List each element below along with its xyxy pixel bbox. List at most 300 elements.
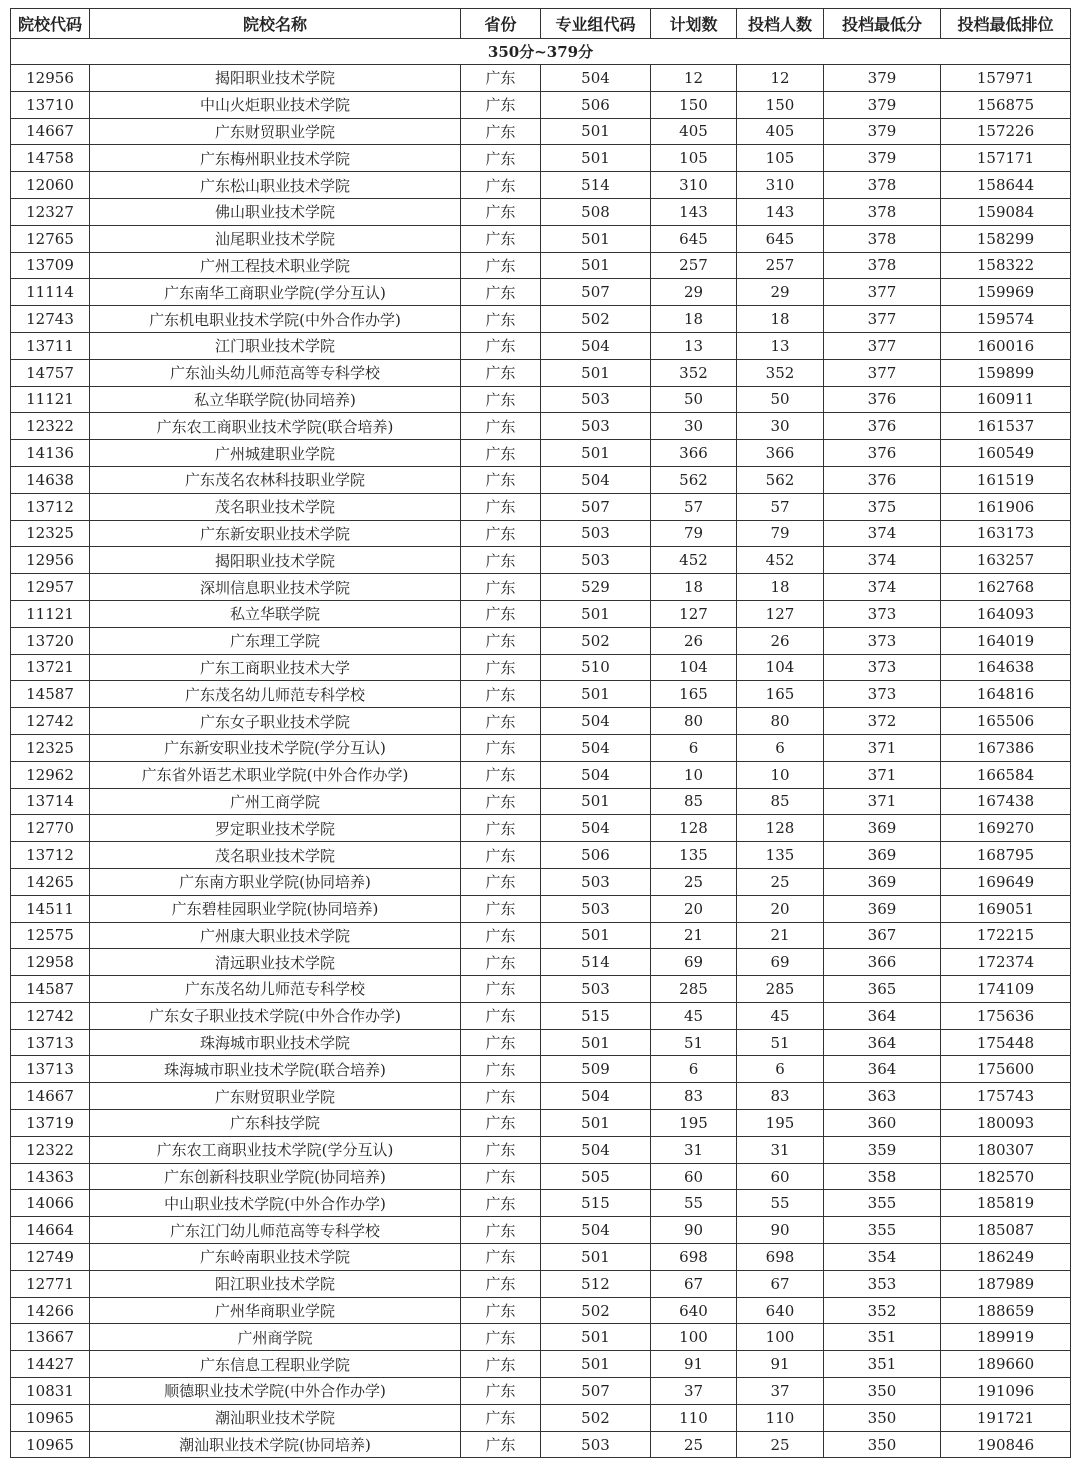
cell-min-rank: 167438: [941, 788, 1071, 815]
cell-group-code: 503: [541, 413, 651, 440]
cell-school-code: 13713: [11, 1056, 90, 1083]
cell-school-code: 14638: [11, 466, 90, 493]
cell-school-name: 广东茂名幼儿师范专科学校: [90, 681, 461, 708]
cell-plan-count: 12: [651, 65, 737, 92]
cell-plan-count: 165: [651, 681, 737, 708]
cell-admitted-count: 127: [737, 600, 824, 627]
table-row: [11, 734, 1071, 761]
cell-min-rank: 161906: [941, 493, 1071, 520]
cell-min-score: 379: [824, 91, 941, 118]
cell-school-code: 13712: [11, 842, 90, 869]
cell-plan-count: 18: [651, 574, 737, 601]
cell-school-name: 茂名职业技术学院: [90, 493, 461, 520]
cell-school-code: 14758: [11, 145, 90, 172]
cell-province: 广东: [461, 708, 541, 735]
table-row: [11, 359, 1071, 386]
cell-province: 广东: [461, 145, 541, 172]
cell-province: 广东: [461, 386, 541, 413]
cell-group-code: 501: [541, 600, 651, 627]
cell-min-score: 364: [824, 1029, 941, 1056]
cell-plan-count: 128: [651, 815, 737, 842]
cell-min-score: 363: [824, 1083, 941, 1110]
cell-plan-count: 29: [651, 279, 737, 306]
cell-province: 广东: [461, 734, 541, 761]
header-min-score: 投档最低分: [824, 9, 941, 39]
cell-group-code: 504: [541, 1083, 651, 1110]
cell-group-code: 506: [541, 842, 651, 869]
cell-group-code: 504: [541, 1217, 651, 1244]
table-row: [11, 1163, 1071, 1190]
cell-min-rank: 169051: [941, 895, 1071, 922]
cell-admitted-count: 100: [737, 1324, 824, 1351]
cell-admitted-count: 90: [737, 1217, 824, 1244]
cell-min-rank: 159084: [941, 198, 1071, 225]
cell-school-name: 广东梅州职业技术学院: [90, 145, 461, 172]
cell-group-code: 504: [541, 734, 651, 761]
cell-group-code: 501: [541, 788, 651, 815]
header-group-code: 专业组代码: [541, 9, 651, 39]
cell-group-code: 502: [541, 1404, 651, 1431]
cell-min-score: 377: [824, 359, 941, 386]
cell-group-code: 508: [541, 198, 651, 225]
cell-min-score: 379: [824, 118, 941, 145]
cell-plan-count: 67: [651, 1270, 737, 1297]
cell-min-score: 377: [824, 332, 941, 359]
cell-group-code: 504: [541, 65, 651, 92]
cell-province: 广东: [461, 225, 541, 252]
cell-province: 广东: [461, 761, 541, 788]
cell-plan-count: 13: [651, 332, 737, 359]
cell-school-name: 广州工程技术职业学院: [90, 252, 461, 279]
cell-province: 广东: [461, 1378, 541, 1405]
cell-min-rank: 159969: [941, 279, 1071, 306]
cell-min-rank: 164816: [941, 681, 1071, 708]
cell-min-score: 369: [824, 842, 941, 869]
cell-group-code: 501: [541, 1029, 651, 1056]
cell-admitted-count: 25: [737, 868, 824, 895]
cell-min-score: 371: [824, 761, 941, 788]
cell-min-rank: 175636: [941, 1002, 1071, 1029]
cell-min-score: 351: [824, 1351, 941, 1378]
cell-plan-count: 562: [651, 466, 737, 493]
cell-min-rank: 164019: [941, 627, 1071, 654]
cell-plan-count: 80: [651, 708, 737, 735]
cell-province: 广东: [461, 654, 541, 681]
cell-school-code: 12743: [11, 306, 90, 333]
cell-province: 广东: [461, 1244, 541, 1271]
cell-province: 广东: [461, 895, 541, 922]
cell-school-code: 14587: [11, 681, 90, 708]
cell-admitted-count: 6: [737, 1056, 824, 1083]
cell-admitted-count: 37: [737, 1378, 824, 1405]
cell-plan-count: 79: [651, 520, 737, 547]
cell-school-code: 14136: [11, 440, 90, 467]
cell-min-score: 364: [824, 1056, 941, 1083]
table-row: [11, 1002, 1071, 1029]
cell-group-code: 503: [541, 895, 651, 922]
cell-plan-count: 20: [651, 895, 737, 922]
cell-group-code: 504: [541, 466, 651, 493]
header-admitted-count: 投档人数: [737, 9, 824, 39]
table-row: [11, 1297, 1071, 1324]
table-row: [11, 1029, 1071, 1056]
cell-min-score: 377: [824, 306, 941, 333]
cell-min-score: 350: [824, 1431, 941, 1458]
table-row: [11, 493, 1071, 520]
cell-school-code: 14587: [11, 976, 90, 1003]
table-row: [11, 1244, 1071, 1271]
cell-min-score: 376: [824, 386, 941, 413]
cell-school-code: 12327: [11, 198, 90, 225]
cell-admitted-count: 51: [737, 1029, 824, 1056]
cell-min-score: 376: [824, 466, 941, 493]
cell-province: 广东: [461, 65, 541, 92]
cell-group-code: 504: [541, 1136, 651, 1163]
cell-plan-count: 352: [651, 359, 737, 386]
cell-group-code: 501: [541, 440, 651, 467]
cell-min-score: 378: [824, 172, 941, 199]
cell-plan-count: 645: [651, 225, 737, 252]
cell-min-rank: 185819: [941, 1190, 1071, 1217]
cell-province: 广东: [461, 681, 541, 708]
cell-school-name: 揭阳职业技术学院: [90, 65, 461, 92]
cell-admitted-count: 143: [737, 198, 824, 225]
cell-group-code: 501: [541, 359, 651, 386]
cell-plan-count: 6: [651, 1056, 737, 1083]
table-row: [11, 332, 1071, 359]
cell-school-code: 14266: [11, 1297, 90, 1324]
cell-school-code: 14511: [11, 895, 90, 922]
cell-min-score: 374: [824, 574, 941, 601]
cell-min-rank: 158322: [941, 252, 1071, 279]
cell-school-code: 12575: [11, 922, 90, 949]
cell-group-code: 503: [541, 1431, 651, 1458]
cell-school-name: 广州康大职业技术学院: [90, 922, 461, 949]
cell-group-code: 501: [541, 252, 651, 279]
table-row: [11, 386, 1071, 413]
cell-admitted-count: 10: [737, 761, 824, 788]
cell-group-code: 507: [541, 493, 651, 520]
table-row: [11, 868, 1071, 895]
cell-plan-count: 143: [651, 198, 737, 225]
table-row: [11, 895, 1071, 922]
cell-admitted-count: 30: [737, 413, 824, 440]
cell-group-code: 510: [541, 654, 651, 681]
header-min-rank: 投档最低排位: [941, 9, 1071, 39]
cell-min-rank: 157171: [941, 145, 1071, 172]
cell-group-code: 514: [541, 172, 651, 199]
cell-school-name: 清远职业技术学院: [90, 949, 461, 976]
section-row: [11, 39, 1071, 65]
cell-school-name: 广东江门幼儿师范高等专科学校: [90, 1217, 461, 1244]
cell-school-code: 14363: [11, 1163, 90, 1190]
cell-school-name: 广东岭南职业技术学院: [90, 1244, 461, 1271]
cell-min-rank: 175600: [941, 1056, 1071, 1083]
cell-province: 广东: [461, 198, 541, 225]
table-row: [11, 145, 1071, 172]
cell-school-code: 12749: [11, 1244, 90, 1271]
cell-school-code: 12962: [11, 761, 90, 788]
cell-admitted-count: 79: [737, 520, 824, 547]
table-row: [11, 922, 1071, 949]
table-row: [11, 761, 1071, 788]
cell-plan-count: 83: [651, 1083, 737, 1110]
cell-school-code: 13711: [11, 332, 90, 359]
cell-province: 广东: [461, 1110, 541, 1137]
cell-admitted-count: 310: [737, 172, 824, 199]
cell-min-rank: 159899: [941, 359, 1071, 386]
cell-admitted-count: 104: [737, 654, 824, 681]
cell-school-code: 13713: [11, 1029, 90, 1056]
cell-admitted-count: 57: [737, 493, 824, 520]
table-row: [11, 788, 1071, 815]
cell-plan-count: 21: [651, 922, 737, 949]
cell-min-rank: 188659: [941, 1297, 1071, 1324]
cell-plan-count: 18: [651, 306, 737, 333]
cell-school-name: 广东信息工程职业学院: [90, 1351, 461, 1378]
cell-province: 广东: [461, 976, 541, 1003]
cell-school-code: 14664: [11, 1217, 90, 1244]
cell-min-score: 366: [824, 949, 941, 976]
cell-min-rank: 175743: [941, 1083, 1071, 1110]
cell-province: 广东: [461, 922, 541, 949]
cell-group-code: 501: [541, 1324, 651, 1351]
cell-admitted-count: 20: [737, 895, 824, 922]
cell-plan-count: 50: [651, 386, 737, 413]
cell-school-name: 佛山职业技术学院: [90, 198, 461, 225]
header-school-name: 院校名称: [90, 9, 461, 39]
cell-province: 广东: [461, 949, 541, 976]
cell-province: 广东: [461, 1056, 541, 1083]
admission-table: [10, 8, 1071, 1458]
cell-group-code: 501: [541, 145, 651, 172]
cell-province: 广东: [461, 332, 541, 359]
cell-group-code: 503: [541, 976, 651, 1003]
table-row: [11, 279, 1071, 306]
cell-school-code: 12765: [11, 225, 90, 252]
cell-min-rank: 158644: [941, 172, 1071, 199]
cell-admitted-count: 150: [737, 91, 824, 118]
cell-admitted-count: 562: [737, 466, 824, 493]
cell-min-score: 371: [824, 788, 941, 815]
cell-min-score: 375: [824, 493, 941, 520]
cell-admitted-count: 67: [737, 1270, 824, 1297]
cell-admitted-count: 83: [737, 1083, 824, 1110]
cell-min-score: 369: [824, 895, 941, 922]
cell-min-score: 355: [824, 1190, 941, 1217]
cell-school-code: 14667: [11, 1083, 90, 1110]
cell-group-code: 512: [541, 1270, 651, 1297]
cell-min-score: 373: [824, 627, 941, 654]
cell-min-score: 355: [824, 1217, 941, 1244]
cell-group-code: 503: [541, 868, 651, 895]
cell-school-code: 10831: [11, 1378, 90, 1405]
cell-min-score: 369: [824, 868, 941, 895]
cell-school-name: 广东碧桂园职业学院(协同培养): [90, 895, 461, 922]
cell-school-name: 广东机电职业技术学院(中外合作办学): [90, 306, 461, 333]
cell-province: 广东: [461, 842, 541, 869]
table-row: [11, 172, 1071, 199]
cell-min-score: 369: [824, 815, 941, 842]
cell-plan-count: 366: [651, 440, 737, 467]
cell-min-rank: 180093: [941, 1110, 1071, 1137]
cell-group-code: 501: [541, 681, 651, 708]
cell-school-code: 12742: [11, 1002, 90, 1029]
cell-province: 广东: [461, 1083, 541, 1110]
cell-school-name: 私立华联学院(协同培养): [90, 386, 461, 413]
cell-group-code: 502: [541, 1297, 651, 1324]
cell-min-score: 376: [824, 413, 941, 440]
cell-min-score: 350: [824, 1378, 941, 1405]
cell-school-code: 10965: [11, 1404, 90, 1431]
cell-province: 广东: [461, 359, 541, 386]
cell-province: 广东: [461, 788, 541, 815]
cell-plan-count: 26: [651, 627, 737, 654]
cell-plan-count: 257: [651, 252, 737, 279]
cell-school-name: 广东农工商职业技术学院(学分互认): [90, 1136, 461, 1163]
cell-school-code: 13714: [11, 788, 90, 815]
cell-school-code: 12322: [11, 1136, 90, 1163]
cell-plan-count: 60: [651, 1163, 737, 1190]
cell-school-code: 13719: [11, 1110, 90, 1137]
cell-group-code: 504: [541, 815, 651, 842]
cell-school-name: 广东女子职业技术学院(中外合作办学): [90, 1002, 461, 1029]
table-row: [11, 520, 1071, 547]
cell-admitted-count: 285: [737, 976, 824, 1003]
cell-school-code: 12325: [11, 734, 90, 761]
cell-group-code: 503: [541, 386, 651, 413]
cell-group-code: 506: [541, 91, 651, 118]
table-row: [11, 306, 1071, 333]
cell-min-score: 359: [824, 1136, 941, 1163]
cell-group-code: 504: [541, 761, 651, 788]
cell-province: 广东: [461, 1163, 541, 1190]
cell-school-name: 中山职业技术学院(中外合作办学): [90, 1190, 461, 1217]
cell-min-rank: 169649: [941, 868, 1071, 895]
table-row: [11, 440, 1071, 467]
cell-admitted-count: 452: [737, 547, 824, 574]
cell-school-code: 14066: [11, 1190, 90, 1217]
cell-admitted-count: 29: [737, 279, 824, 306]
cell-plan-count: 10: [651, 761, 737, 788]
cell-min-score: 373: [824, 654, 941, 681]
table-row: [11, 1190, 1071, 1217]
cell-plan-count: 57: [651, 493, 737, 520]
cell-plan-count: 91: [651, 1351, 737, 1378]
cell-min-score: 374: [824, 520, 941, 547]
section-label: 350分~379分: [11, 39, 1071, 65]
cell-min-score: 367: [824, 922, 941, 949]
cell-min-rank: 160016: [941, 332, 1071, 359]
cell-school-code: 13720: [11, 627, 90, 654]
cell-plan-count: 37: [651, 1378, 737, 1405]
cell-group-code: 507: [541, 1378, 651, 1405]
cell-school-name: 广东财贸职业学院: [90, 118, 461, 145]
table-row: [11, 65, 1071, 92]
cell-school-code: 14427: [11, 1351, 90, 1378]
cell-group-code: 529: [541, 574, 651, 601]
cell-school-name: 广东新安职业技术学院(学分互认): [90, 734, 461, 761]
cell-school-name: 广东南方职业学院(协同培养): [90, 868, 461, 895]
cell-min-score: 352: [824, 1297, 941, 1324]
cell-min-rank: 157971: [941, 65, 1071, 92]
cell-min-rank: 157226: [941, 118, 1071, 145]
cell-province: 广东: [461, 306, 541, 333]
cell-province: 广东: [461, 493, 541, 520]
cell-group-code: 502: [541, 627, 651, 654]
cell-min-rank: 164093: [941, 600, 1071, 627]
cell-group-code: 509: [541, 1056, 651, 1083]
cell-school-name: 广东科技学院: [90, 1110, 461, 1137]
cell-province: 广东: [461, 1029, 541, 1056]
cell-min-rank: 185087: [941, 1217, 1071, 1244]
cell-admitted-count: 18: [737, 574, 824, 601]
table-row: [11, 1351, 1071, 1378]
cell-min-rank: 159574: [941, 306, 1071, 333]
cell-plan-count: 127: [651, 600, 737, 627]
cell-school-name: 中山火炬职业技术学院: [90, 91, 461, 118]
table-row: [11, 252, 1071, 279]
cell-school-name: 深圳信息职业技术学院: [90, 574, 461, 601]
cell-min-score: 364: [824, 1002, 941, 1029]
cell-province: 广东: [461, 1136, 541, 1163]
cell-school-name: 广东省外语艺术职业学院(中外合作办学): [90, 761, 461, 788]
table-row: [11, 1136, 1071, 1163]
cell-plan-count: 45: [651, 1002, 737, 1029]
cell-province: 广东: [461, 1190, 541, 1217]
cell-school-name: 广东松山职业技术学院: [90, 172, 461, 199]
cell-min-rank: 189919: [941, 1324, 1071, 1351]
cell-school-code: 11114: [11, 279, 90, 306]
table-row: [11, 118, 1071, 145]
cell-plan-count: 104: [651, 654, 737, 681]
cell-school-name: 广州华商职业学院: [90, 1297, 461, 1324]
cell-group-code: 503: [541, 547, 651, 574]
cell-school-code: 12956: [11, 65, 90, 92]
cell-min-rank: 158299: [941, 225, 1071, 252]
table-row: [11, 654, 1071, 681]
cell-school-code: 13710: [11, 91, 90, 118]
cell-plan-count: 310: [651, 172, 737, 199]
cell-province: 广东: [461, 1297, 541, 1324]
cell-admitted-count: 18: [737, 306, 824, 333]
cell-min-rank: 168795: [941, 842, 1071, 869]
cell-plan-count: 285: [651, 976, 737, 1003]
cell-school-code: 12958: [11, 949, 90, 976]
cell-min-score: 354: [824, 1244, 941, 1271]
cell-admitted-count: 366: [737, 440, 824, 467]
cell-school-code: 14265: [11, 868, 90, 895]
cell-min-rank: 162768: [941, 574, 1071, 601]
cell-school-code: 13709: [11, 252, 90, 279]
cell-min-score: 377: [824, 279, 941, 306]
cell-plan-count: 6: [651, 734, 737, 761]
cell-province: 广东: [461, 413, 541, 440]
cell-school-name: 潮汕职业技术学院: [90, 1404, 461, 1431]
cell-province: 广东: [461, 172, 541, 199]
cell-school-code: 11121: [11, 386, 90, 413]
cell-plan-count: 150: [651, 91, 737, 118]
cell-group-code: 501: [541, 1244, 651, 1271]
cell-plan-count: 698: [651, 1244, 737, 1271]
cell-min-score: 373: [824, 600, 941, 627]
cell-school-code: 12060: [11, 172, 90, 199]
cell-admitted-count: 165: [737, 681, 824, 708]
cell-plan-count: 85: [651, 788, 737, 815]
cell-school-code: 12325: [11, 520, 90, 547]
table-row: [11, 466, 1071, 493]
cell-admitted-count: 50: [737, 386, 824, 413]
